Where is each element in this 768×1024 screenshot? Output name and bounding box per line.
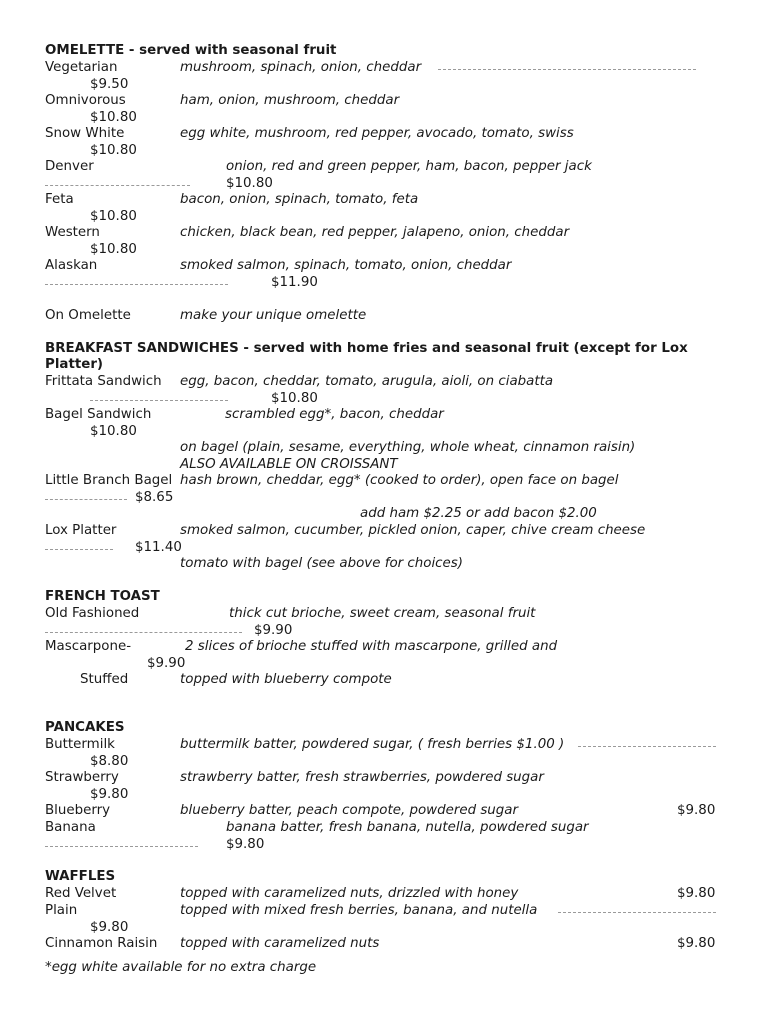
item-price: $11.40 [135, 540, 182, 555]
item-price: $10.80 [90, 143, 137, 158]
item-name: Alaskan [45, 258, 98, 273]
footnote: *egg white available for no extra charge [45, 960, 317, 975]
french-toast-heading: FRENCH TOAST [45, 589, 160, 604]
item-desc: scrambled egg*, bacon, cheddar [225, 407, 444, 422]
item-price: $10.80 [90, 209, 137, 224]
item-note: ALSO AVAILABLE ON CROISSANT [180, 457, 398, 472]
sandwiches-heading: BREAKFAST SANDWICHES - served with home fries and seasonal fruit (except for Lox [45, 341, 688, 356]
item-desc-cont: tomato with bagel (see above for choices) [180, 556, 463, 571]
item-desc: chicken, black bean, red pepper, jalapeno, onion, cheddar [180, 225, 570, 240]
item-name: Mascarpone- [45, 639, 132, 654]
item-price: $9.80 [677, 803, 716, 818]
item-addon: add ham $2.25 or add bacon $2.00 [360, 506, 597, 521]
item-desc: ham, onion, mushroom, cheddar [180, 93, 400, 108]
item-price: $9.80 [90, 920, 129, 935]
item-desc: blueberry batter, peach compote, powdered sugar [180, 803, 519, 818]
item-name: Red Velvet [45, 886, 117, 901]
item-price: $9.80 [677, 886, 716, 901]
item-name-cont: Stuffed [80, 672, 129, 687]
item-price: $10.80 [271, 391, 318, 406]
leader-dots [45, 284, 228, 285]
waffles-heading: WAFFLES [45, 869, 116, 884]
leader-dots [438, 69, 696, 70]
item-name: Strawberry [45, 770, 119, 785]
item-desc: egg, bacon, cheddar, tomato, arugula, aioli, on ciabatta [180, 374, 554, 389]
leader-dots [45, 846, 198, 847]
item-name: Lox Platter [45, 523, 117, 538]
item-name: Bagel Sandwich [45, 407, 152, 422]
item-price: $9.80 [90, 787, 129, 802]
item-price: $9.90 [147, 656, 186, 671]
omelette-heading: OMELETTE - served with seasonal fruit [45, 43, 337, 58]
leader-dots [45, 185, 190, 186]
item-desc: topped with mixed fresh berries, banana, and nutella [180, 903, 538, 918]
item-price: $11.90 [271, 275, 318, 290]
item-name: Omnivorous [45, 93, 126, 108]
item-name: Denver [45, 159, 94, 174]
item-desc: smoked salmon, cucumber, pickled onion, caper, chive cream cheese [180, 523, 646, 538]
item-name: Blueberry [45, 803, 111, 818]
item-desc: buttermilk batter, powdered sugar, ( fresh berries $1.00 ) [180, 737, 565, 752]
leader-dots [90, 400, 228, 401]
item-name: Banana [45, 820, 96, 835]
leader-dots [45, 549, 113, 550]
item-name: Little Branch Bagel [45, 473, 173, 488]
item-price: $10.80 [90, 110, 137, 125]
item-price: $10.80 [90, 424, 137, 439]
item-desc: onion, red and green pepper, ham, bacon, pepper jack [226, 159, 592, 174]
item-desc: make your unique omelette [180, 308, 367, 323]
item-name: On Omelette [45, 308, 131, 323]
item-name: Frittata Sandwich [45, 374, 162, 389]
item-name: Feta [45, 192, 74, 207]
leader-dots [45, 499, 127, 500]
item-name: Old Fashioned [45, 606, 140, 621]
pancakes-heading: PANCAKES [45, 720, 125, 735]
item-price: $10.80 [90, 242, 137, 257]
item-price: $9.80 [677, 936, 716, 951]
item-desc-cont: topped with blueberry compote [180, 672, 392, 687]
sandwiches-heading-cont: Platter) [45, 357, 104, 372]
item-price: $9.80 [226, 837, 265, 852]
item-price: $8.80 [90, 754, 129, 769]
item-price: $9.90 [254, 623, 293, 638]
item-desc: thick cut brioche, sweet cream, seasonal fruit [229, 606, 536, 621]
item-desc: mushroom, spinach, onion, cheddar [180, 60, 422, 75]
leader-dots [558, 912, 716, 913]
item-name: Vegetarian [45, 60, 118, 75]
leader-dots [578, 746, 716, 747]
item-desc: 2 slices of brioche stuffed with mascarpone, grilled and [185, 639, 558, 654]
item-desc-cont: on bagel (plain, sesame, everything, whole wheat, cinnamon raisin) [180, 440, 636, 455]
item-name: Snow White [45, 126, 125, 141]
item-desc: egg white, mushroom, red pepper, avocado, tomato, swiss [180, 126, 574, 141]
item-price: $10.80 [226, 176, 273, 191]
item-price: $8.65 [135, 490, 174, 505]
item-price: $9.50 [90, 77, 129, 92]
leader-dots [45, 632, 242, 633]
item-name: Western [45, 225, 100, 240]
item-desc: hash brown, cheddar, egg* (cooked to order), open face on bagel [180, 473, 619, 488]
item-desc: topped with caramelized nuts, drizzled with honey [180, 886, 519, 901]
item-name: Cinnamon Raisin [45, 936, 158, 951]
item-name: Buttermilk [45, 737, 115, 752]
item-desc: smoked salmon, spinach, tomato, onion, cheddar [180, 258, 512, 273]
item-desc: banana batter, fresh banana, nutella, powdered sugar [226, 820, 589, 835]
item-desc: bacon, onion, spinach, tomato, feta [180, 192, 419, 207]
item-desc: strawberry batter, fresh strawberries, powdered sugar [180, 770, 544, 785]
item-name: Plain [45, 903, 78, 918]
item-desc: topped with caramelized nuts [180, 936, 380, 951]
